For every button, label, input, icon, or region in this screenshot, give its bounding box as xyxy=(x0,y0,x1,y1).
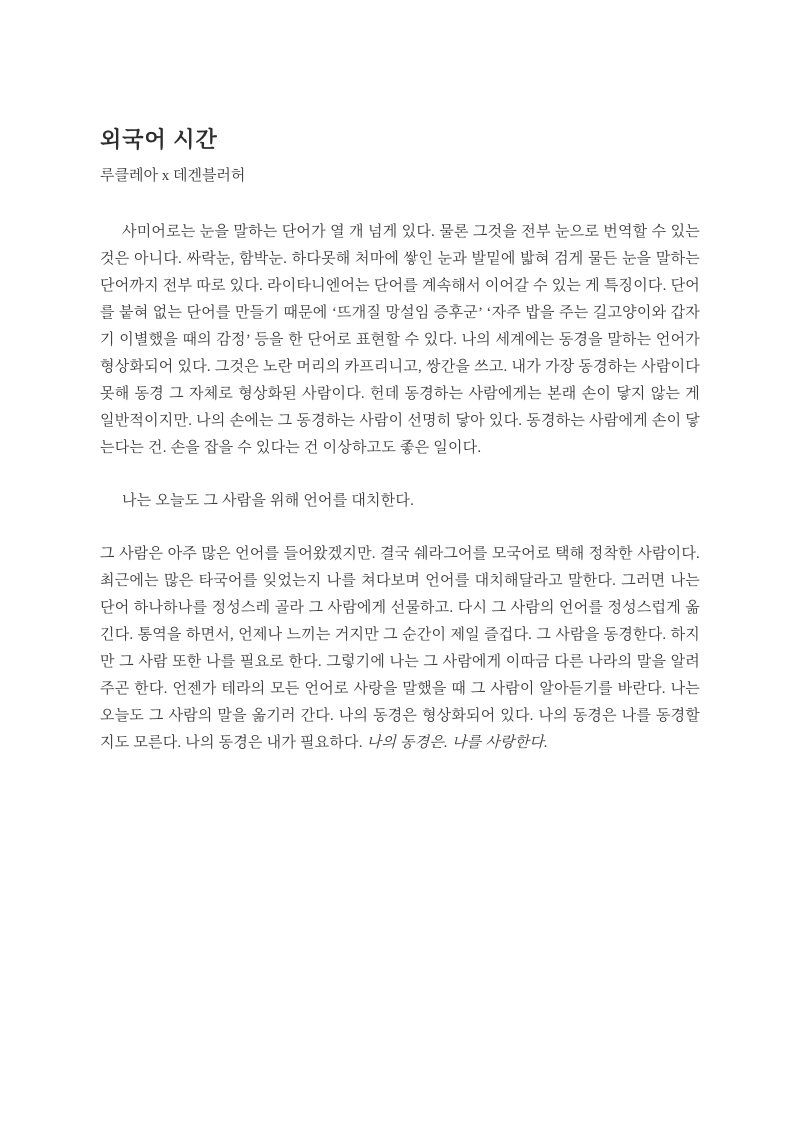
paragraph-3 xyxy=(100,541,700,757)
document-subtitle: 루클레아 x 데겐블러허 xyxy=(100,168,246,184)
paragraph-3-text: 그 사람은 아주 많은 언어를 들어왔겠지만. 결국 쉐라그어를 모국어로 택해 정착한 사람이다. 최근에는 많은 타국어를 잊었는지 나를 쳐다보며 언어를 대치해달라고 말한다. 그러면 나는 단어 하나하나를 정성스레 골라 그 사람에게 선물하고. 다시 그 사람의 언어를 정성스럽게 옮긴다. 통역을 하면서, 언제나 느끼는 거지만 그 순간이 제일 즐겁다. 그 사람을 동경한다. 하지만 그 사람 또한 나를 필요로 한다. 그렇기에 나는 그 사람에게 이따금 다른 나라의 말을 알려주곤 한다. 언젠가 테라의 모든 언어로 사랑을 말했을 때 그 사람이 알아듣기를 바란다. 나는 오늘도 그 사람의 말을 옮기러 간다. 나의 동경은 형상화되어 있다. 나의 동경은 나를 동경할지도 모른다. 나의 동경은 내가 필요하다. xyxy=(100,546,700,751)
paragraph-1-text: 사미어로는 눈을 말하는 단어가 열 개 넘게 있다. 물론 그것을 전부 눈으로 번역할 수 있는 것은 아니다. 싸락눈, 함박눈. 하다못해 처마에 쌓인 눈과 발밑에 밟혀 검게 물든 눈을 말하는 단어까지 전부 따로 있다. 라이타니엔어는 단어를 계속해서 이어갈 수 있는 게 특징이다. 단어를 붙혀 없는 단어를 만들기 때문에 ‘뜨개질 망설임 증후군’ ‘자주 밥을 주는 길고양이와 갑자기 이별했을 때의 감정’ 등을 한 단어로 표현할 수 있다. 나의 세계에는 동경을 말하는 언어가 형상화되어 있다. 그것은 노란 머리의 카프리니고, 쌍간을 쓰고. 내가 가장 동경하는 사람이다 못해 동경 그 자체로 형상화된 사람이다. 헌데 동경하는 사람에게는 본래 손이 닿지 않는 게 일반적이지만. 나의 손에는 그 동경하는 사람이 선명히 닿아 있다. 동경하는 사람에게 손이 닿는다는 건. 손을 잡을 수 있다는 건 이상하고도 좋은 일이다. xyxy=(100,224,700,456)
paragraph-2-text: 나는 오늘도 그 사람을 위해 언어를 대치한다. xyxy=(122,493,415,509)
paragraph-1 xyxy=(100,219,700,462)
document-title: 외국어 시간 xyxy=(100,127,218,152)
paragraph-3-italic-closing-sentence: 나의 동경은. 나를 사랑한다. xyxy=(366,735,548,751)
paragraph-2 xyxy=(100,488,700,515)
